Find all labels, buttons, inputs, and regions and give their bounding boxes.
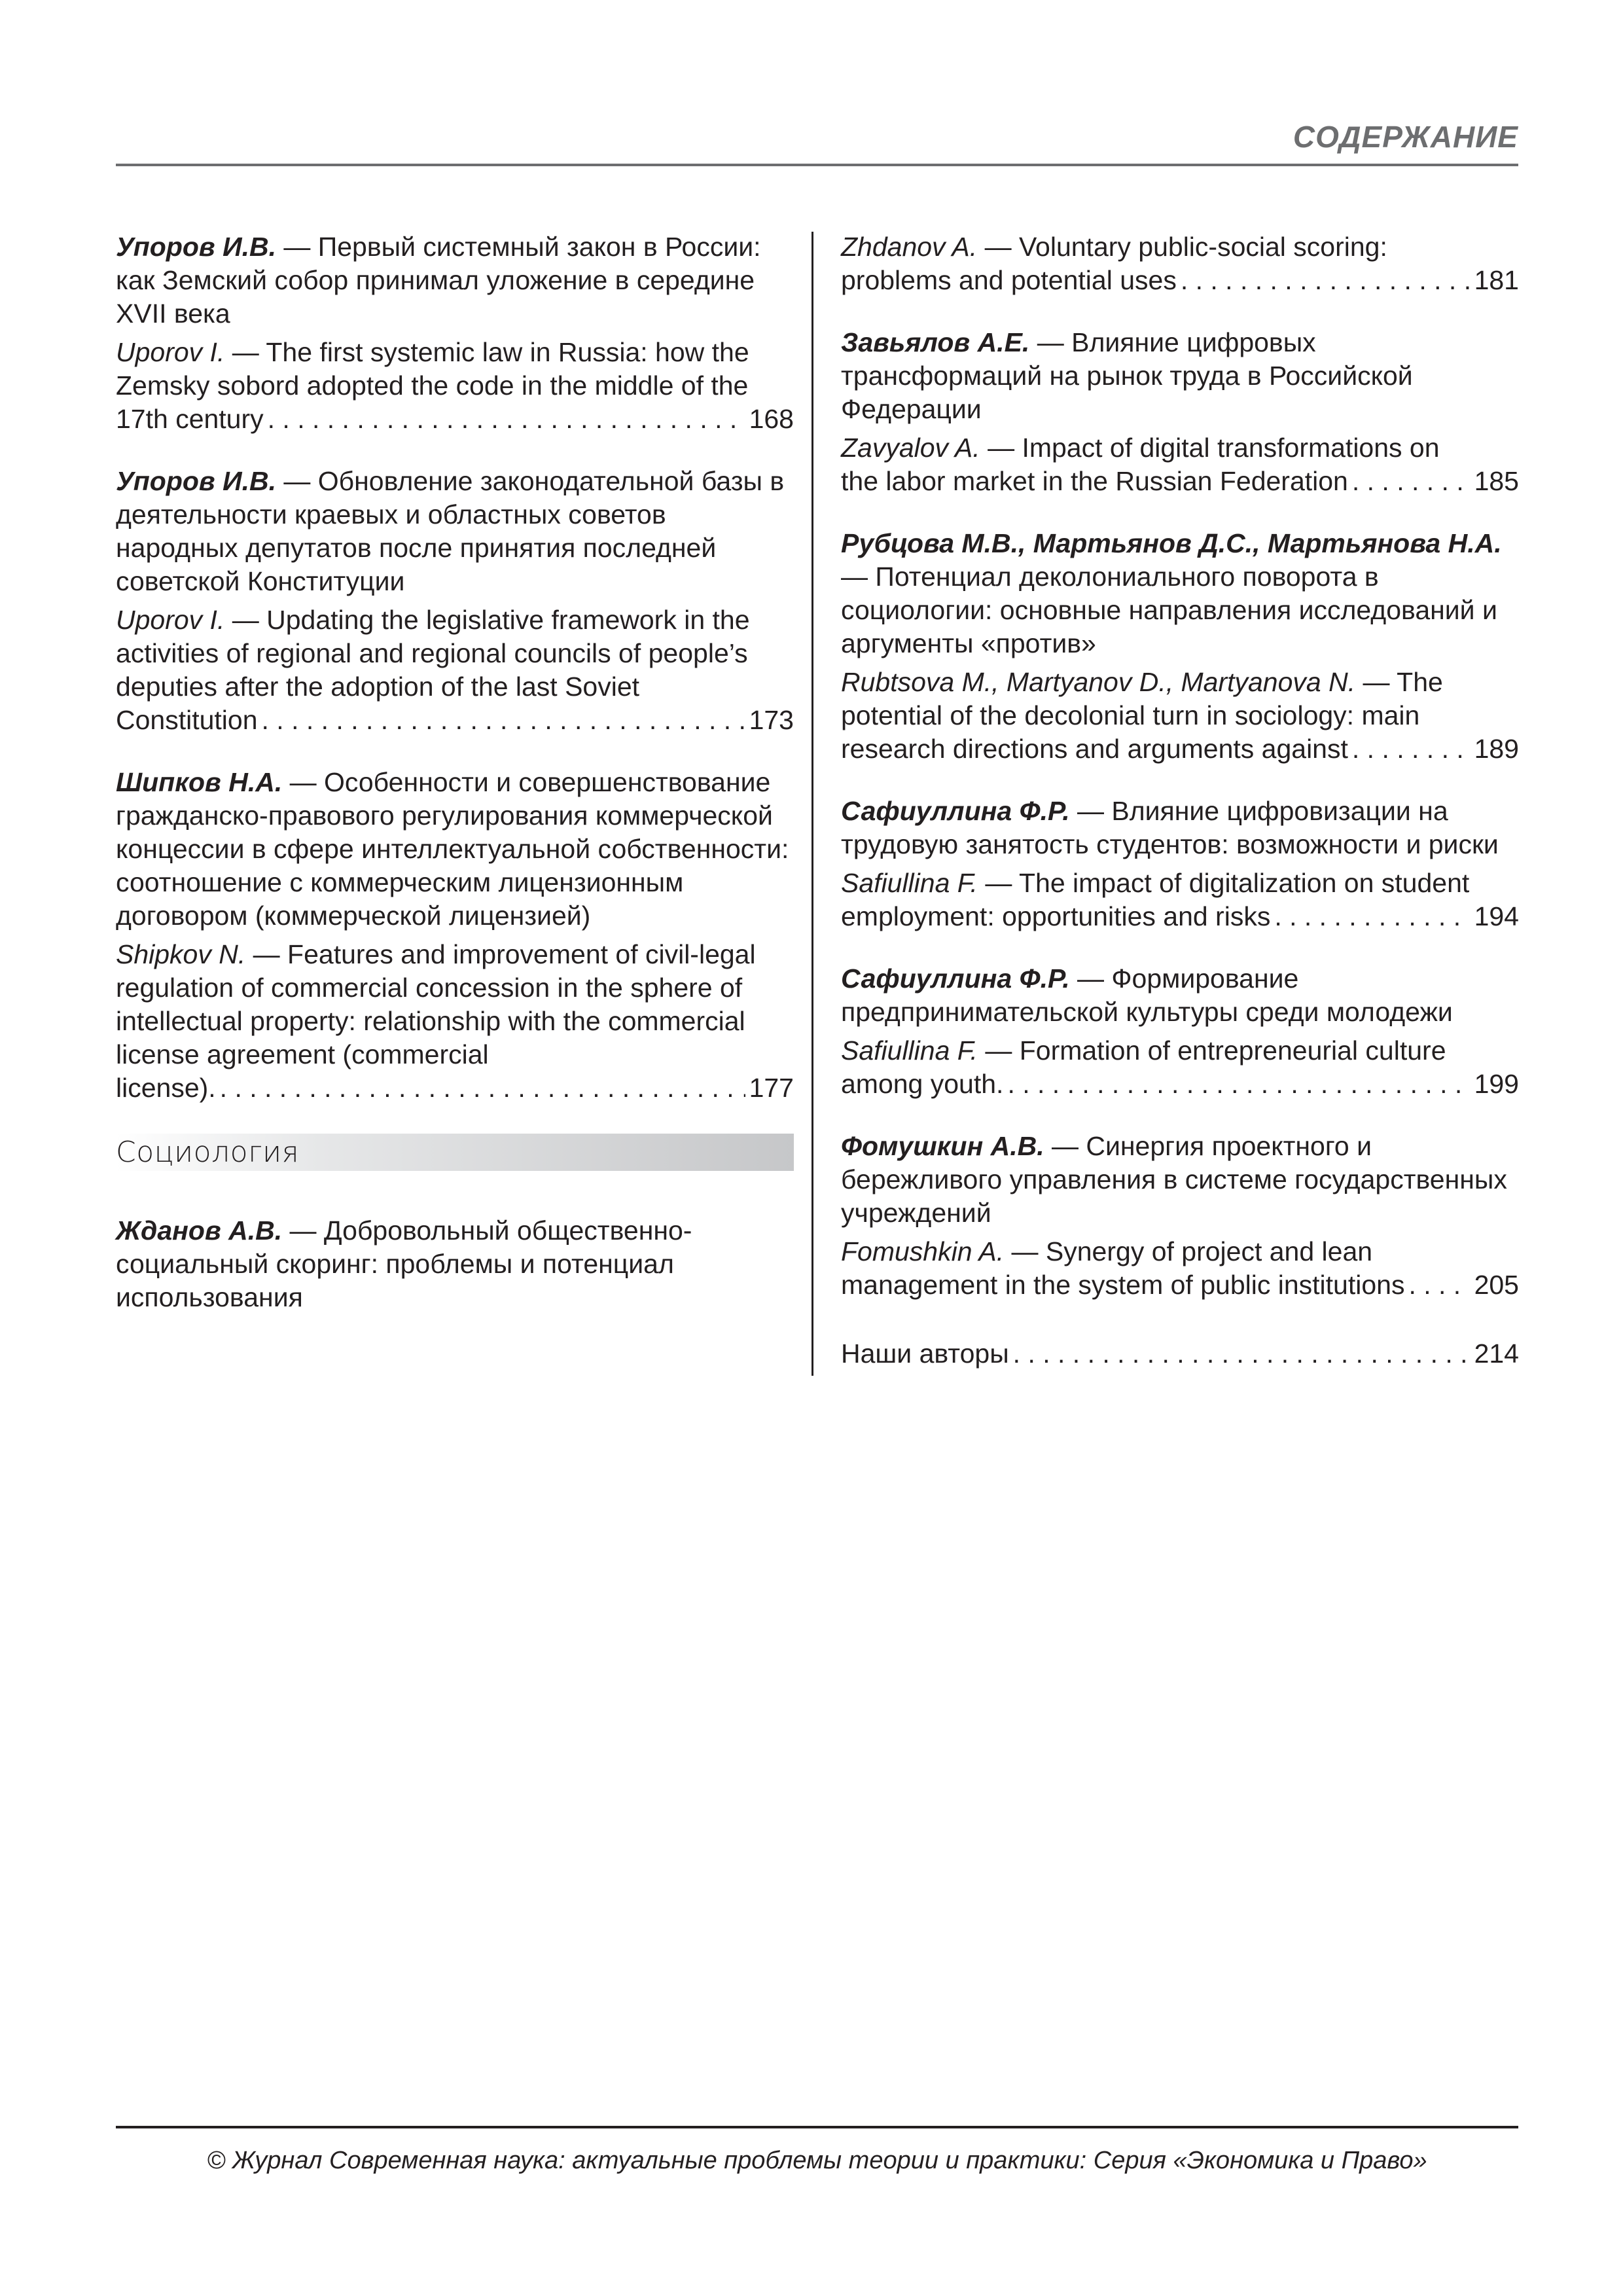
entry-ru	[841, 527, 1519, 660]
author-ru: Сафиуллина Ф.Р.	[841, 796, 1070, 826]
title-ru: — Обновление законодательной базы в деятельности краевых и областных советов народных депутатов после принятия последней советской Конституции	[116, 466, 785, 596]
title-en-last: management in the system of public institutions	[841, 1270, 1405, 1300]
author-en: Zavyalov A.	[841, 433, 980, 463]
page-number[interactable]: 168	[749, 404, 794, 434]
entry-ru	[116, 230, 794, 331]
leader-line	[841, 465, 1519, 498]
column-divider	[812, 232, 813, 1376]
entry-ru	[841, 1130, 1519, 1230]
title-en-last: Constitution	[116, 705, 258, 735]
entry-ru	[841, 326, 1519, 426]
our-authors-label: Наши авторы	[841, 1338, 1009, 1369]
author-ru: Рубцова М.В., Мартьянов Д.С., Мартьянова Н.А.	[841, 528, 1502, 558]
leader-line	[116, 403, 794, 436]
toc-entry[interactable]	[841, 962, 1519, 1101]
page-number[interactable]: 199	[1474, 1069, 1519, 1099]
dot-leader	[1181, 264, 1471, 297]
dot-leader	[262, 704, 745, 737]
entry-en	[841, 1235, 1519, 1268]
author-ru: Упоров И.В.	[116, 466, 276, 496]
section-heading-sociology	[116, 1134, 794, 1171]
author-en: Rubtsova M., Martyanov D., Martyanova N.	[841, 667, 1356, 697]
title-en: — The impact of digitalization on student	[977, 868, 1470, 898]
title-en: — Impact of digital transformations on	[980, 433, 1440, 463]
page-number[interactable]: 194	[1474, 901, 1519, 931]
author-ru: Жданов А.В.	[116, 1215, 283, 1246]
dot-leader	[1352, 465, 1471, 498]
toc-entry[interactable]	[116, 1214, 794, 1314]
title-ru: — Синергия проектного и бережливого управления в системе государственных учреждений	[841, 1131, 1507, 1228]
toc-entry-continued[interactable]	[841, 230, 1519, 297]
title-en-last: among youth.	[841, 1069, 1004, 1099]
title-ru: — Влияние цифровизации на трудовую занятость студентов: возможности и риски	[841, 796, 1499, 859]
entry-en	[841, 230, 1519, 264]
title-en: — Synergy of project and lean	[1004, 1236, 1373, 1266]
author-en: Fomushkin A.	[841, 1236, 1005, 1266]
title-ru: — Формирование предпринимательской культуры среди молодежи	[841, 963, 1453, 1027]
title-en-last: problems and potential uses	[841, 265, 1177, 295]
title-en: — The potential of the decolonial turn in sociology: main	[841, 667, 1443, 730]
title-en: — The first systemic law in Russia: how the Zemsky sobord adopted the code in the middle of the	[116, 337, 749, 401]
entry-en	[116, 938, 794, 1071]
title-en: — Voluntary public-social scoring:	[977, 232, 1387, 262]
toc-left-column	[116, 230, 794, 1343]
toc-entry[interactable]	[841, 795, 1519, 933]
toc-right-column	[841, 230, 1519, 1399]
leader-line	[841, 1067, 1519, 1101]
author-en: Zhdanov A.	[841, 232, 978, 262]
dot-leader	[1013, 1337, 1471, 1371]
entry-ru	[116, 465, 794, 598]
section-label: Социология	[116, 1136, 300, 1169]
header-rule	[116, 164, 1518, 166]
title-en-last: employment: opportunities and risks	[841, 901, 1271, 931]
author-en: Safiullina F.	[841, 1035, 978, 1066]
title-en-last: research directions and arguments against	[841, 734, 1348, 764]
entry-en	[841, 431, 1519, 465]
toc-entry[interactable]	[116, 465, 794, 737]
entry-ru	[116, 766, 794, 933]
author-ru: Завьялов А.Е.	[841, 327, 1030, 357]
dot-leader	[220, 1071, 745, 1105]
entry-ru	[841, 962, 1519, 1029]
author-en: Uporov I.	[116, 337, 225, 367]
author-ru: Сафиуллина Ф.Р.	[841, 963, 1070, 994]
author-ru: Упоров И.В.	[116, 232, 276, 262]
entry-en	[116, 336, 794, 403]
page-number[interactable]: 185	[1474, 466, 1519, 496]
title-en-last: license).	[116, 1073, 216, 1103]
title-ru: — Первый системный закон в России: как Земский собор принимал уложение в середине XVII века	[116, 232, 761, 329]
page-number[interactable]: 173	[749, 705, 794, 735]
page-number[interactable]: 214	[1474, 1338, 1519, 1369]
leader-line	[841, 900, 1519, 933]
page-number[interactable]: 181	[1474, 265, 1519, 295]
footer-rule	[116, 2126, 1518, 2128]
page-title: СОДЕРЖАНИЕ	[1293, 120, 1518, 154]
entry-en	[116, 603, 794, 704]
page-number[interactable]: 189	[1474, 734, 1519, 764]
author-en: Uporov I.	[116, 605, 225, 635]
toc-entry[interactable]	[841, 527, 1519, 766]
author-en: Safiullina F.	[841, 868, 978, 898]
title-ru: — Потенциал деколониального поворота в социологии: основные направления исследований и аргументы «против»	[841, 562, 1497, 658]
dot-leader	[268, 403, 745, 436]
page-header	[116, 118, 1518, 166]
title-en-last: the labor market in the Russian Federation	[841, 466, 1348, 496]
title-ru: — Особенности и совершенствование гражданско-правового регулирования коммерческой концессии в сфере интеллектуальной собственности: соотношение с коммерческим лицензионным договором (коммерческой лицензией)	[116, 767, 789, 931]
entry-en	[841, 867, 1519, 900]
leader-line	[841, 732, 1519, 766]
leader-line	[841, 1337, 1519, 1371]
dot-leader	[1274, 900, 1470, 933]
toc-entry[interactable]	[841, 1130, 1519, 1302]
page-number[interactable]: 205	[1474, 1270, 1519, 1300]
dot-leader	[1408, 1268, 1470, 1302]
author-en: Shipkov N.	[116, 939, 246, 969]
entry-en	[841, 666, 1519, 732]
entry-en	[841, 1034, 1519, 1067]
entry-ru	[116, 1214, 794, 1314]
dot-leader	[1007, 1067, 1470, 1101]
author-ru: Фомушкин А.В.	[841, 1131, 1044, 1161]
leader-line	[116, 704, 794, 737]
title-en: — Updating the legislative framework in the activities of regional and regional councils of people’s deputies after the adoption of the last Soviet	[116, 605, 750, 702]
dot-leader	[1352, 732, 1471, 766]
entry-ru	[841, 795, 1519, 861]
title-en: — Formation of entrepreneurial culture	[977, 1035, 1446, 1066]
leader-line	[841, 264, 1519, 297]
author-ru: Шипков Н.А.	[116, 767, 283, 797]
leader-line	[841, 1268, 1519, 1302]
toc-entry[interactable]	[116, 766, 794, 1105]
title-ru: — Влияние цифровых трансформаций на рынок труда в Российской Федерации	[841, 327, 1413, 424]
title-en: — Features and improvement of civil-legal regulation of commercial concession in the sphere of intellectual property: relationship with the commercial license agreement (commercial	[116, 939, 756, 1069]
page-number[interactable]: 177	[749, 1073, 794, 1103]
footer-copyright: © Журнал Современная наука: актуальные проблемы теории и практики: Серия «Экономика и Право»	[207, 2147, 1427, 2174]
title-ru: — Добровольный общественно-социальный скоринг: проблемы и потенциал использования	[116, 1215, 692, 1312]
toc-entry[interactable]	[841, 326, 1519, 498]
title-en-last: 17th century	[116, 404, 264, 434]
leader-line	[116, 1071, 794, 1105]
toc-entry[interactable]	[116, 230, 794, 436]
toc-entry-our-authors[interactable]	[841, 1337, 1519, 1371]
